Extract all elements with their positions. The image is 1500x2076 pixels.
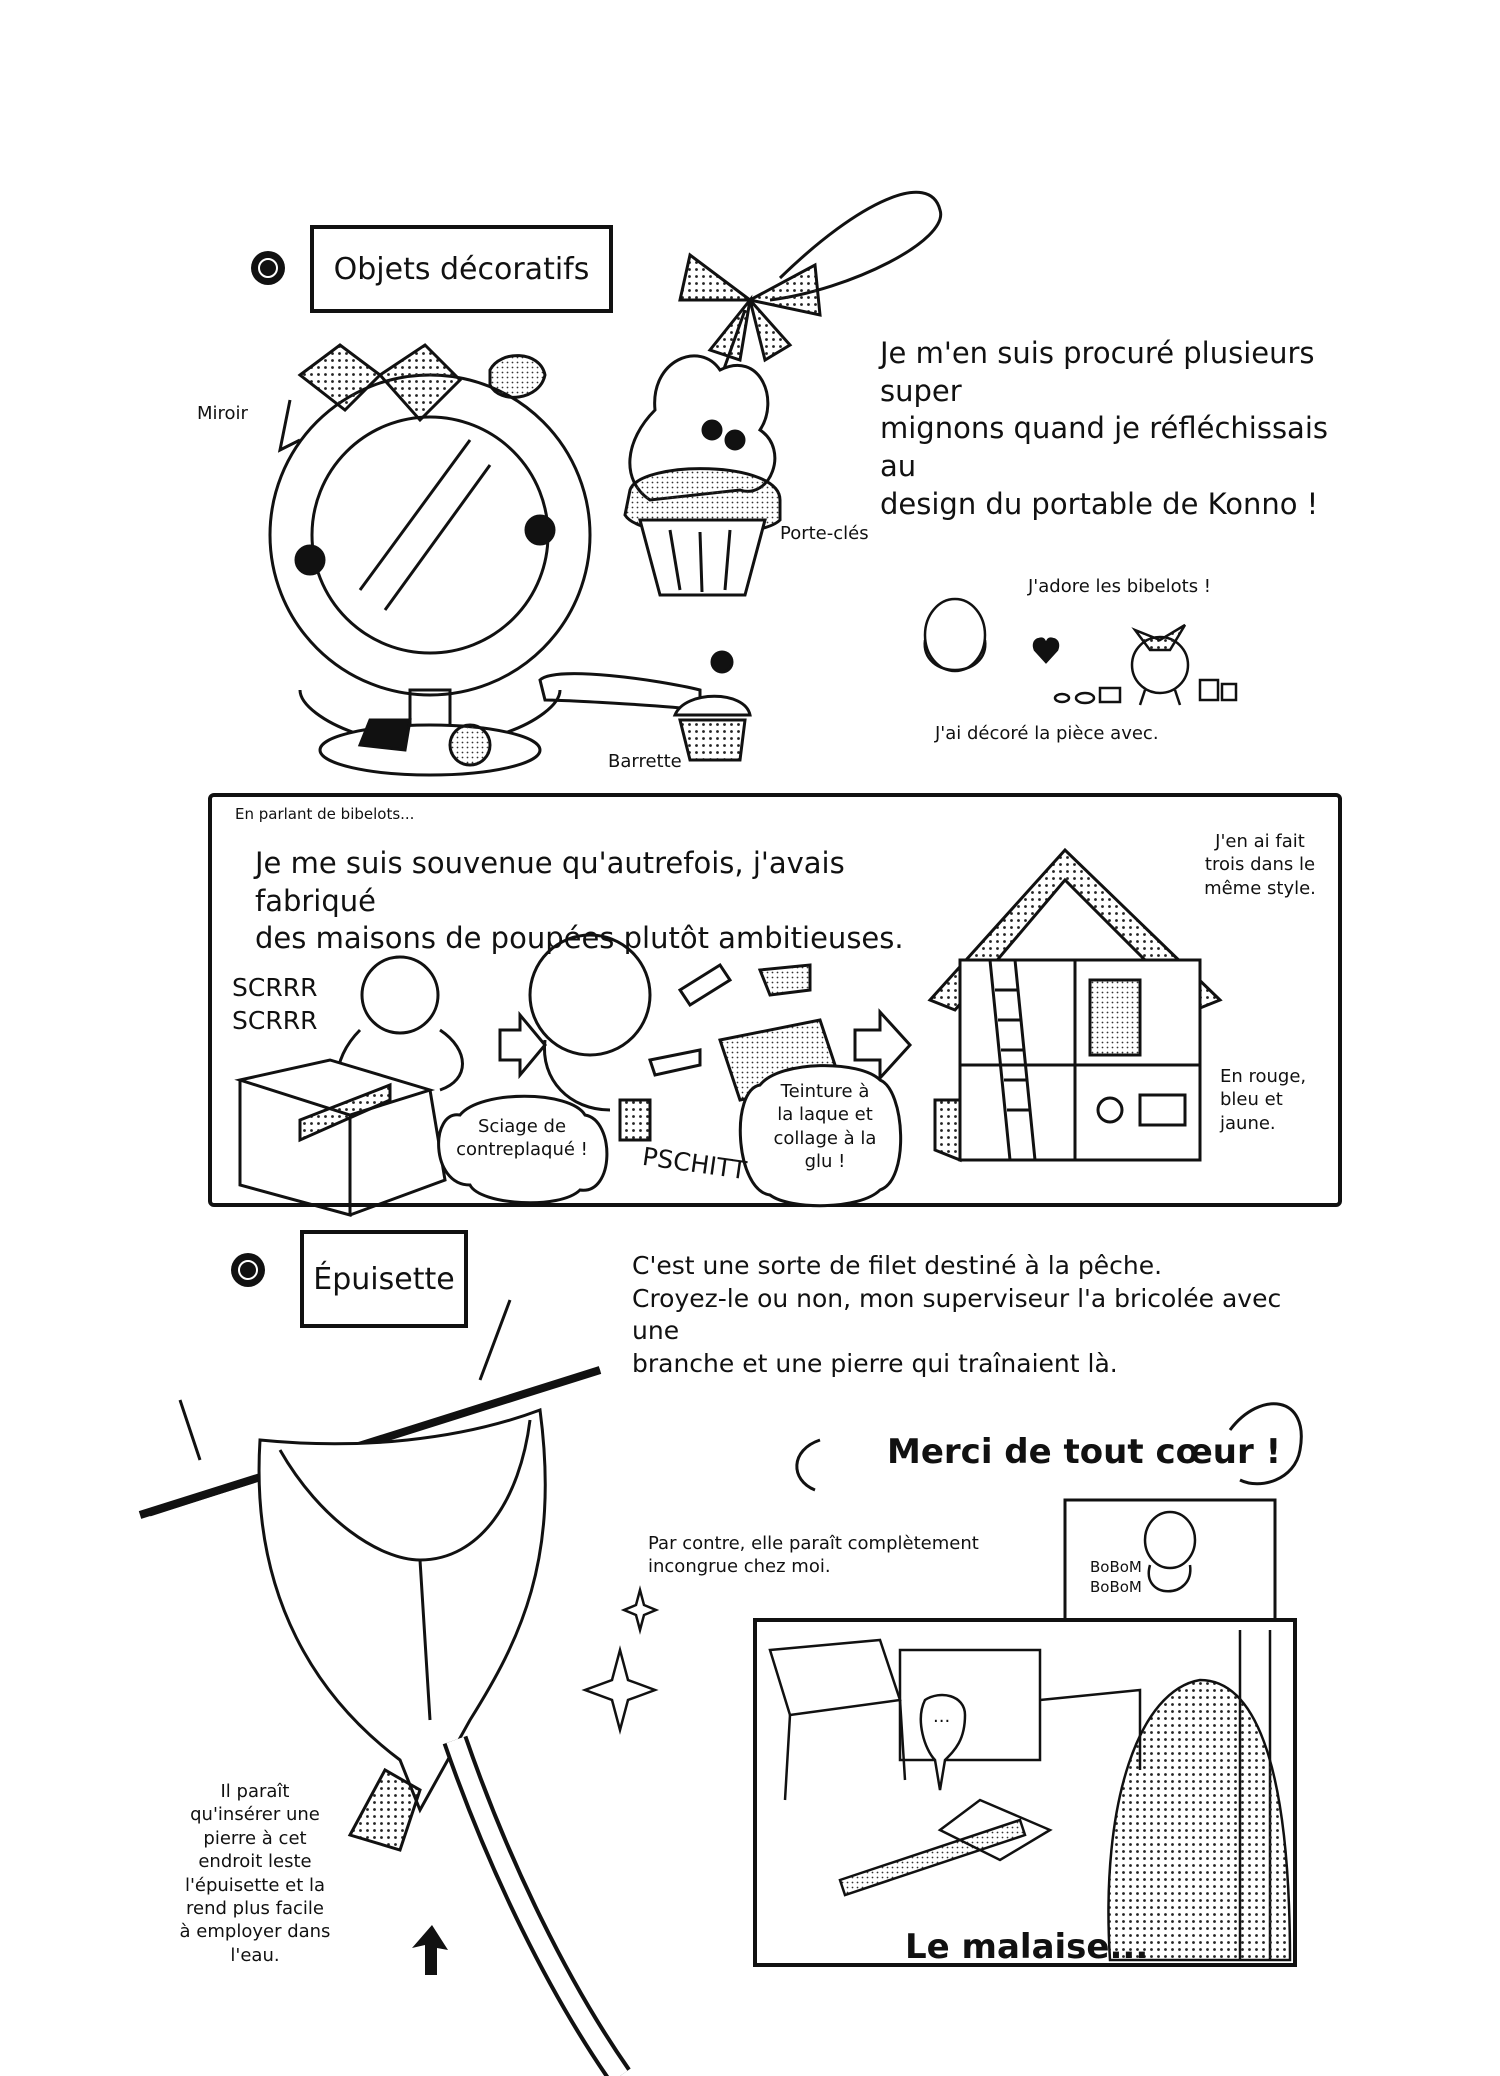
bullet-icon (251, 251, 285, 285)
however-text: Par contre, elle paraît complètement incongrue chez moi. (648, 1533, 979, 1578)
sfx-spray: PSCHITT (640, 1141, 749, 1186)
section-title-text: Objets décoratifs (333, 251, 590, 287)
awkward-text: Le malaise... (905, 1927, 1149, 1967)
section-title-decorative-objects (310, 225, 613, 313)
label-keychain: Porte-clés (780, 523, 869, 544)
arrow-up-icon (412, 1925, 448, 1975)
mirror-drawing (270, 345, 590, 775)
dollhouse-intro-main: Je me suis souvenue qu'autrefois, j'avais fabriqué des maisons de poupées plutôt ambitieuses. (255, 846, 904, 956)
section2-intro: C'est une sorte de filet destiné à la pêche. Croyez-le ou non, mon superviseur l'a bricolée avec une branche et une pierre qui traînaient là. (632, 1251, 1282, 1378)
arrow-icon (855, 1012, 910, 1078)
bibelots-scene (925, 599, 1236, 705)
thanks-text: Merci de tout cœur ! (887, 1432, 1282, 1472)
barrette-drawing (540, 652, 750, 760)
section-title-text: Épuisette (313, 1261, 455, 1297)
section1-intro: Je m'en suis procuré plusieurs super mignons quand je réfléchissais au design du portable de Konno ! (880, 336, 1328, 521)
note-colors: En rouge, bleu et jaune. (1220, 1066, 1307, 1134)
label-barrette: Barrette (608, 751, 682, 772)
sfx-saw: SCRRR SCRRR (232, 973, 318, 1035)
bullet-icon (231, 1253, 265, 1287)
sparkle-icon (585, 1590, 656, 1730)
section-title-net (300, 1230, 468, 1328)
speech-love-bibelots: J'adore les bibelots ! (1028, 576, 1212, 597)
label-mirror: Miroir (197, 403, 248, 424)
dollhouse-drawing (930, 850, 1220, 1160)
sfx-heartbeat: BoBoM BoBoM (1090, 1558, 1142, 1596)
bubble-paint-text: Teinture à la laque et collage à la glu ! (773, 1081, 877, 1173)
note-three-houses: J'en ai fait trois dans le même style. (1204, 831, 1316, 899)
ellipsis-text: ... (933, 1706, 951, 1727)
dollhouse-intro-small: En parlant de bibelots... (235, 805, 415, 823)
stone-note: Il paraît qu'insérer une pierre à cet endroit leste l'épuisette et la rend plus facile à employer dans l'eau. (179, 1781, 331, 1966)
caption-decorated-room: J'ai décoré la pièce avec. (935, 723, 1159, 744)
bubble-saw-text: Sciage de contreplaqué ! (456, 1116, 588, 1161)
